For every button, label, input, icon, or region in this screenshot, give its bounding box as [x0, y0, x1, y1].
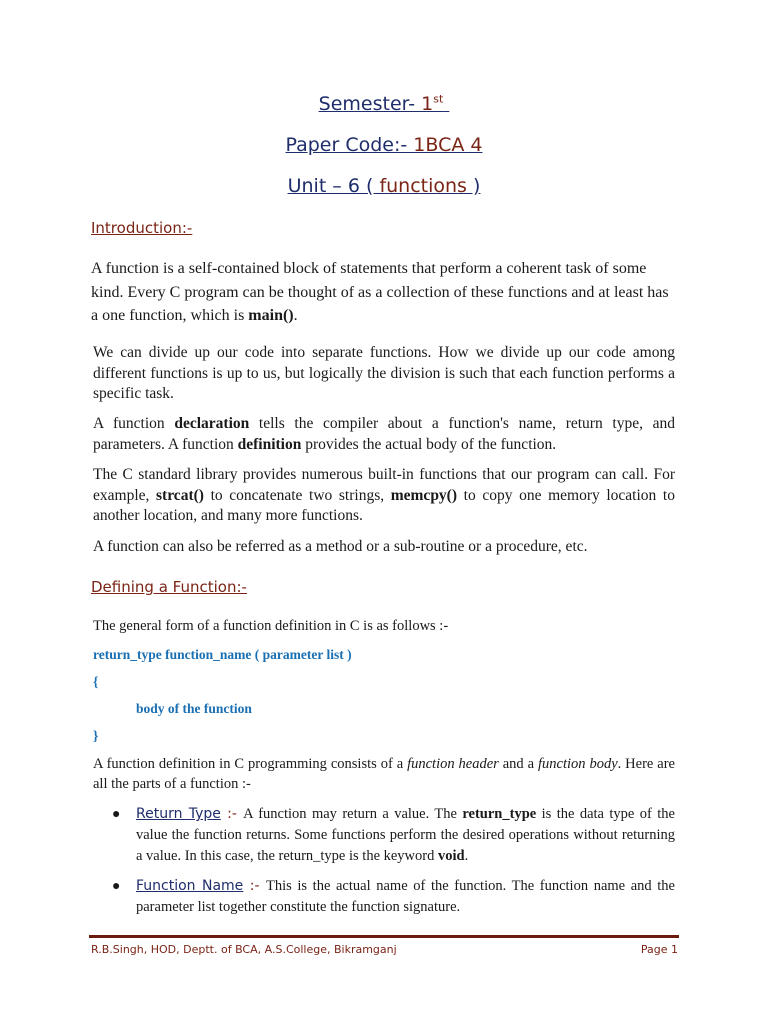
paper-code-heading: Paper Code:- 1BCA 4	[285, 134, 483, 156]
footer-author: R.B.Singh, HOD, Deptt. of BCA, A.S.College, Bikramganj	[91, 943, 397, 956]
bullet-icon: ●	[112, 879, 121, 894]
intro-paragraph-4: The C standard library provides numerous built-in functions that our program can call. For example, strcat() to concatenate two strings, memcpy() to copy one memory location to another location, and many more functions.	[93, 466, 675, 524]
code-close-brace: }	[93, 728, 99, 743]
intro-paragraph-3: A function declaration tells the compiler about a function's name, return type, and parameters. A function definition provides the actual body of the function.	[93, 415, 675, 453]
function-name-term: Function Name	[136, 878, 244, 894]
code-open-brace: {	[93, 674, 99, 689]
function-parts-description: A function definition in C programming consists of a function header and a function body. Here are all the parts of a function :-	[93, 756, 675, 792]
return-type-term: Return Type	[136, 806, 221, 822]
intro-paragraph-2: We can divide up our code into separate functions. How we divide up our code among different functions is up to us, but logically the division is such that each function performs a specific task.	[93, 344, 675, 402]
bullet-icon: ●	[112, 807, 121, 822]
code-signature-line: return_type function_name ( parameter list )	[93, 647, 352, 662]
defining-function-heading: Defining a Function:-	[91, 578, 247, 596]
unit-heading: Unit – 6 ( functions )	[287, 175, 481, 197]
general-form-text: The general form of a function definition in C is as follows :-	[93, 618, 449, 634]
footer-page-number: Page 1	[640, 943, 678, 956]
footer-divider	[89, 935, 679, 938]
introduction-heading: Introduction:-	[91, 219, 193, 237]
intro-paragraph-5: A function can also be referred as a method or a sub-routine or a procedure, etc.	[93, 538, 588, 555]
bullet-return-type: ● Return Type :- A function may return a value. The return_type is the data type of the value the function returns. Some functions perform the desired operations without returning a value. In this case, the return_type is the keyword void.	[112, 806, 675, 864]
intro-paragraph-1: A function is a self-contained block of statements that perform a coherent task of some kind. Every C program can be thought of as a collection of these functions and at least has a one function, which is main().	[91, 260, 669, 324]
semester-heading: Semester- 1st	[318, 93, 444, 116]
bullet-function-name: ● Function Name :- This is the actual name of the function. The function name and the parameter list together constitute the function signature.	[112, 878, 675, 915]
code-body-line: body of the function	[136, 701, 252, 716]
